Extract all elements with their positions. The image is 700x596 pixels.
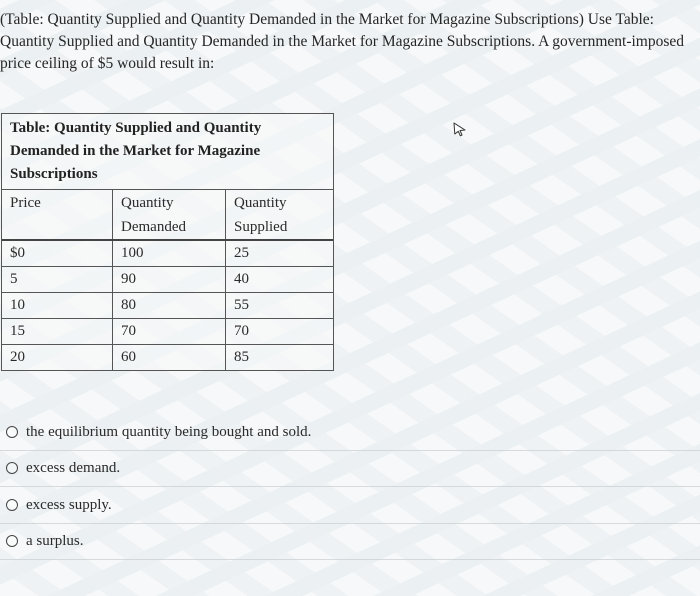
table-row: [2, 319, 333, 345]
answer-option-surplus[interactable]: [0, 523, 700, 560]
table-caption: Table: Quantity Supplied and Quantity Demanded in the Market for Magazine Subscriptions: [2, 114, 333, 190]
answer-option-label: the equilibrium quantity being bought and sold.: [26, 423, 312, 440]
answer-option-excess-supply[interactable]: [0, 487, 700, 524]
cell-quantity-demanded: 70: [113, 319, 226, 345]
answer-option-label: excess demand.: [26, 459, 121, 476]
cell-quantity-supplied: 25: [226, 240, 334, 267]
cell-price: 15: [2, 319, 113, 345]
cell-quantity-supplied: 40: [226, 267, 334, 293]
cell-quantity-demanded: 80: [113, 293, 226, 319]
answer-option-label: a surplus.: [26, 532, 84, 549]
cell-quantity-supplied: 85: [234, 349, 249, 365]
radio-button-icon[interactable]: [6, 426, 18, 438]
data-table: [1, 113, 334, 371]
cell-quantity-demanded: 90: [113, 267, 226, 293]
mouse-pointer-icon: [452, 121, 468, 137]
cell-price: 20: [2, 345, 113, 371]
table-row: [2, 345, 333, 371]
cell-quantity-supplied: 70: [226, 319, 334, 345]
cell-quantity-demanded: 60: [113, 345, 226, 371]
question-text: (Table: Quantity Supplied and Quantity Demanded in the Market for Magazine Subscriptions) Use Table: Quantity Supplied and Quantity Demanded in the Market for Magazine Subscriptions. A government-imposed price ceiling of $5 would result in:: [0, 11, 685, 72]
cell-price: 5: [2, 267, 113, 293]
header-quantity-demanded: Quantity Demanded: [113, 190, 226, 240]
table-row: [2, 293, 333, 319]
table-row: [2, 240, 333, 267]
radio-button-icon[interactable]: [6, 499, 18, 511]
table-row: [2, 267, 333, 293]
radio-button-icon[interactable]: [6, 535, 18, 547]
cell-quantity-supplied: 55: [226, 293, 334, 319]
cell-quantity-demanded: 100: [113, 240, 226, 267]
answer-option-excess-demand[interactable]: [0, 450, 700, 487]
supply-demand-table: [2, 190, 333, 370]
answer-option-equilibrium[interactable]: [0, 414, 700, 451]
table-header-row: [2, 190, 333, 240]
header-price: Price: [2, 190, 113, 240]
cell-price: 10: [2, 293, 113, 319]
answer-option-label: excess supply.: [26, 496, 112, 513]
radio-button-icon[interactable]: [6, 462, 18, 474]
header-quantity-supplied: Quantity Supplied: [226, 190, 334, 240]
cell-price: $0: [2, 240, 113, 267]
